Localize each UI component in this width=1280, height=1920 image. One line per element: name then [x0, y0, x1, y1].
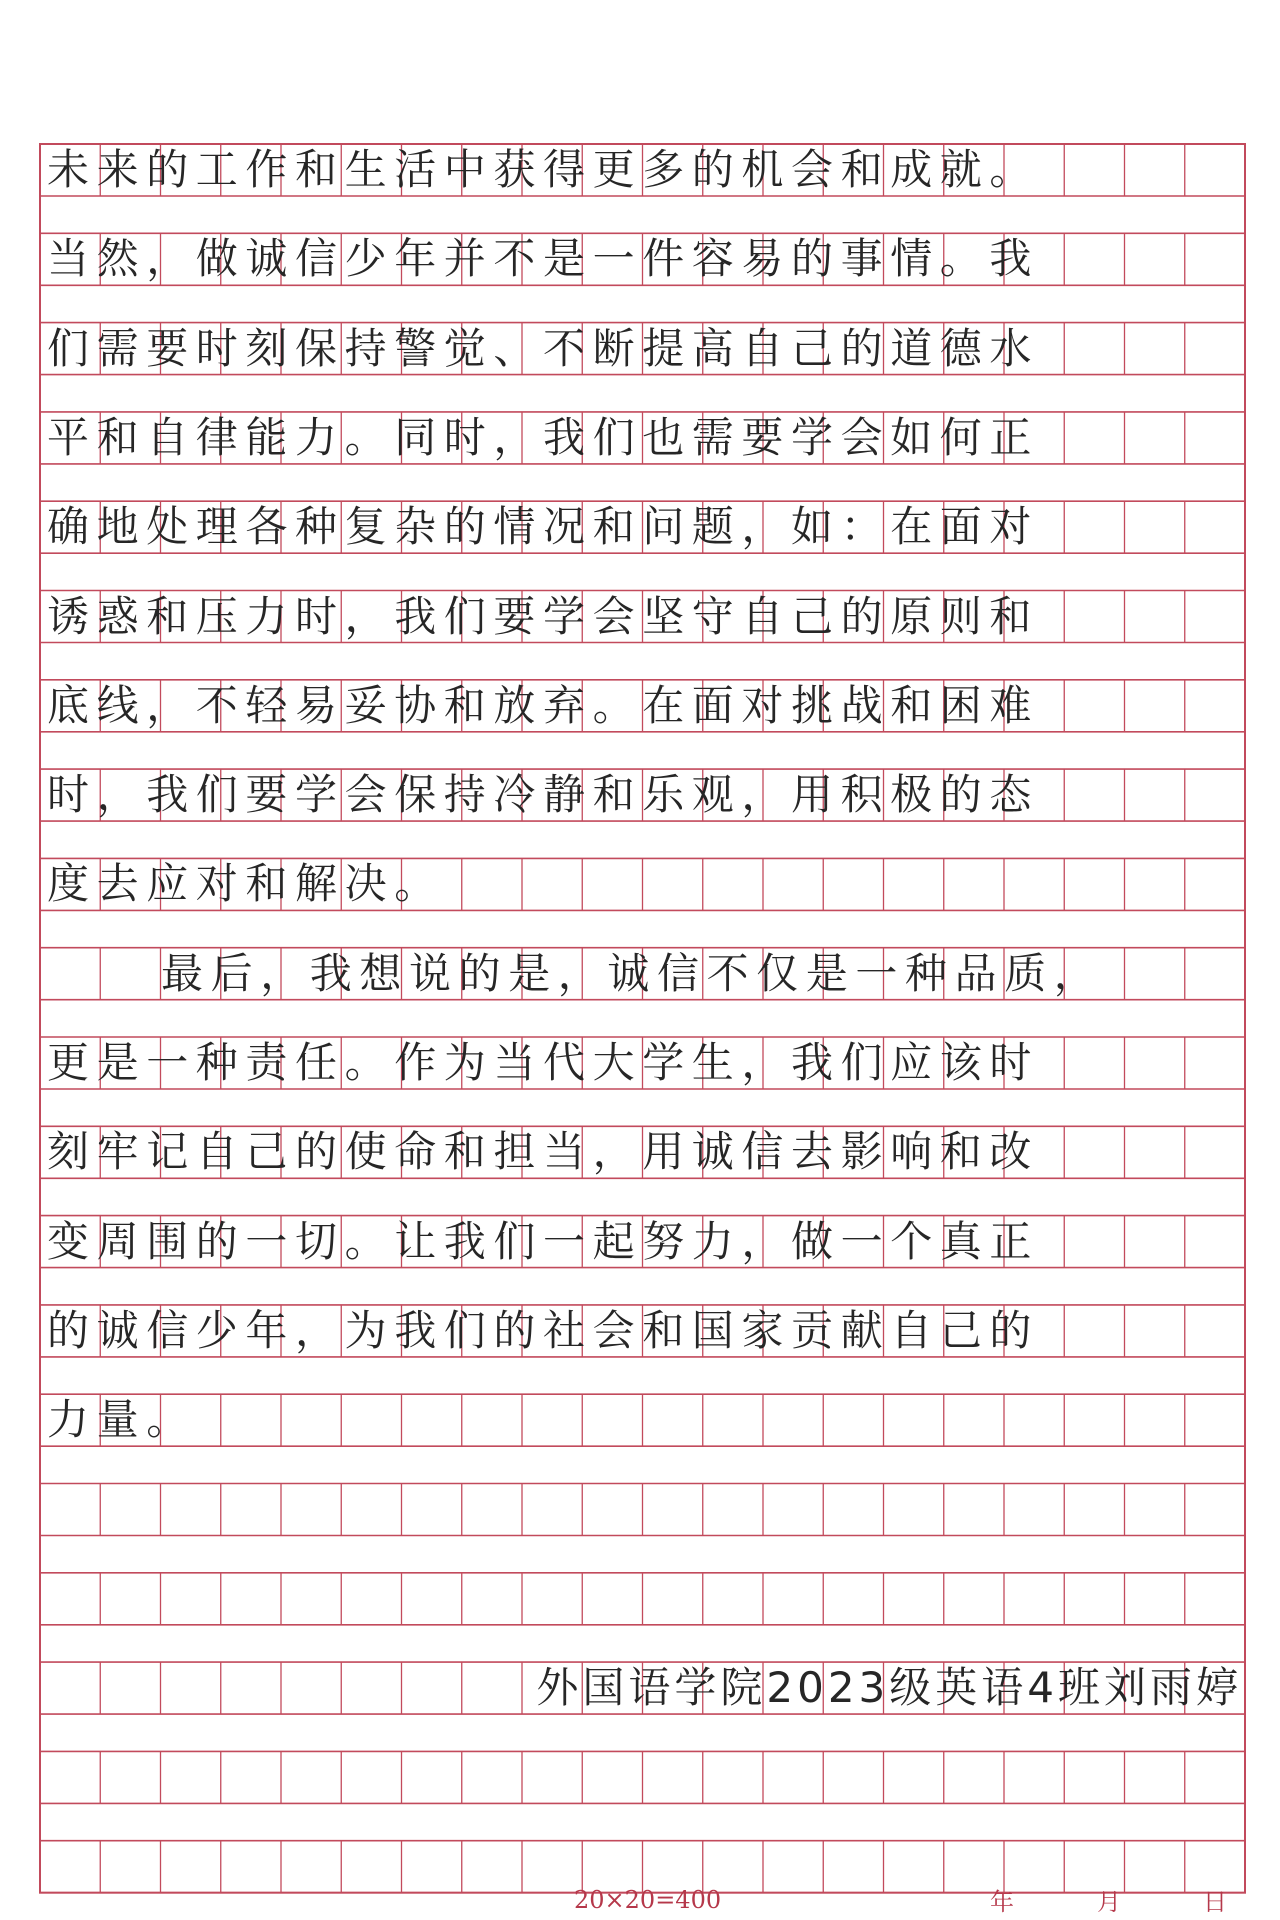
essay-line: 时，我们要学会保持冷静和乐观，用积极的态	[47, 770, 1040, 820]
essay-line: 们需要时刻保持警觉、不断提高自己的道德水	[47, 323, 1040, 373]
essay-line: 变周围的一切。让我们一起努力，做一个真正	[47, 1216, 1040, 1266]
essay-line: 最后，我想说的是，诚信不仅是一种品质，	[161, 948, 1104, 998]
essay-line: 度去应对和解决。	[47, 859, 444, 909]
essay-line: 力量。	[47, 1395, 196, 1445]
essay-line: 更是一种责任。作为当代大学生，我们应该时	[47, 1038, 1040, 1087]
essay-line: 未来的工作和生活中获得更多的机会和成就。	[47, 145, 1040, 194]
day-label: 日	[1203, 1888, 1227, 1916]
essay-line: 当然，做诚信少年并不是一件容易的事情。我	[47, 234, 1040, 284]
essay-line: 的诚信少年，为我们的社会和国家贡献自己的	[47, 1305, 1040, 1355]
character-count-label: 20×20=400	[574, 1886, 722, 1914]
month-label: 月	[1097, 1888, 1121, 1916]
year-label: 年	[990, 1888, 1014, 1916]
grid-border	[40, 144, 1245, 1893]
essay-line: 刻牢记自己的使命和担当，用诚信去影响和改	[47, 1127, 1040, 1177]
essay-line: 平和自律能力。同时，我们也需要学会如何正	[47, 412, 1040, 462]
essay-line: 诱惑和压力时，我们要学会坚守自己的原则和	[47, 591, 1040, 641]
author-signature: 外国语学院2023级英语4班刘雨婷	[536, 1663, 1242, 1713]
essay-line: 确地处理各种复杂的情况和问题，如：在面对	[47, 502, 1040, 552]
essay-line: 底线，不轻易妥协和放弃。在面对挑战和困难	[47, 680, 1040, 730]
